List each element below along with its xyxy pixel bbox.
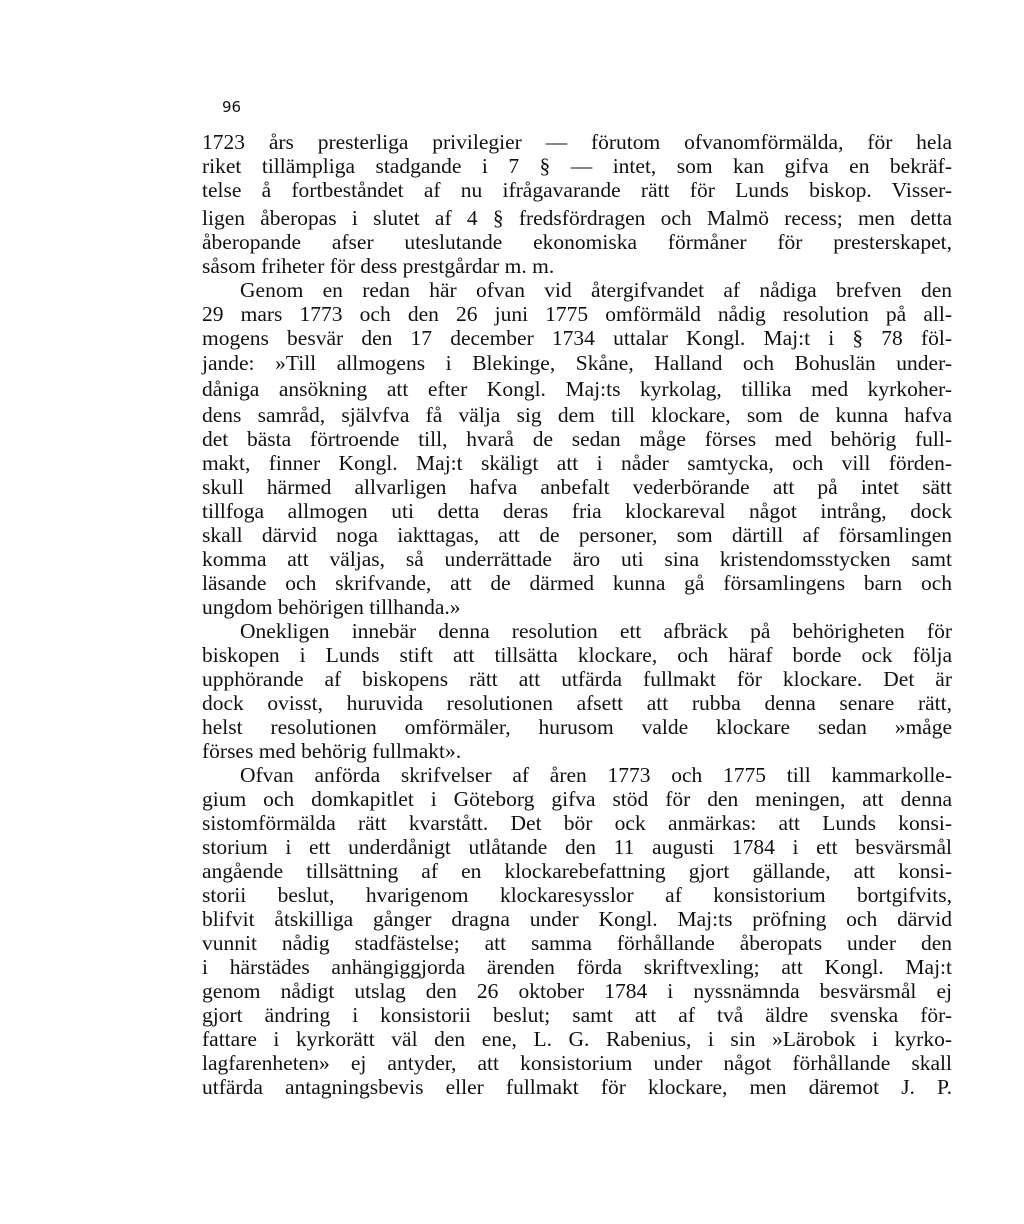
- text-line: jande: »Till allmogens i Blekinge, Skåne, Halland och Bohuslän under-: [202, 351, 952, 375]
- text-line: dock ovisst, huruvida resolutionen afsett att rubba denna senare rätt,: [202, 691, 952, 715]
- text-line: vunnit nådig stadfästelse; att samma förhållande åberopats under den: [202, 931, 952, 955]
- text-line: gjort ändring i konsistorii beslut; samt att af två äldre svenska för-: [202, 1003, 952, 1027]
- text-line: åberopande afser uteslutande ekonomiska förmåner för presterskapet,: [202, 230, 952, 254]
- text-line: upphörande af biskopens rätt att utfärda fullmakt för klockare. Det är: [202, 667, 952, 691]
- text-line: Onekligen innebär denna resolution ett afbräck på behörigheten för: [240, 619, 952, 643]
- text-line: helst resolutionen omförmäler, hurusom valde klockare sedan »måge: [202, 715, 952, 739]
- text-line: tillfoga allmogen uti detta deras fria klockareval något intrång, dock: [202, 499, 952, 523]
- text-line: såsom friheter för dess prestgårdar m. m.: [202, 254, 555, 278]
- text-line: ungdom behörigen tillhanda.»: [202, 595, 461, 619]
- text-line: skall därvid noga iakttagas, att de personer, som därtill af församlingen: [202, 523, 952, 547]
- text-line: blifvit åtskilliga gånger dragna under Kongl. Maj:ts pröfning och därvid: [202, 907, 952, 931]
- page-number: 96: [222, 98, 242, 116]
- text-line: telse å fortbeståndet af nu ifrågavarande rätt för Lunds biskop. Visser-: [202, 178, 952, 202]
- text-line: fattare i kyrkorätt väl den ene, L. G. Rabenius, i sin »Lärobok i kyrko-: [202, 1027, 952, 1051]
- text-line: ligen åberopas i slutet af 4 § fredsfördragen och Malmö recess; men detta: [202, 206, 952, 230]
- text-line: dens samråd, självfva få välja sig dem till klockare, som de kunna hafva: [202, 403, 952, 427]
- text-line: lagfarenheten» ej antyder, att konsistorium under något förhållande skall: [202, 1051, 952, 1075]
- text-line: läsande och skrifvande, att de därmed kunna gå församlingens barn och: [202, 571, 952, 595]
- text-line: Ofvan anförda skrifvelser af åren 1773 och 1775 till kammarkolle-: [240, 763, 952, 787]
- text-line: angående tillsättning af en klockarebefattning gjort gällande, att konsi-: [202, 859, 952, 883]
- text-line: komma att väljas, så underrättade äro uti sina kristendomsstycken samt: [202, 547, 952, 571]
- text-line: dåniga ansökning att efter Kongl. Maj:ts kyrkolag, tillika med kyrkoher-: [202, 377, 952, 401]
- text-line: genom nådigt utslag den 26 oktober 1784 i nyssnämnda besvärsmål ej: [202, 979, 952, 1003]
- text-line: storii beslut, hvarigenom klockaresysslor af konsistorium bortgifvits,: [202, 883, 952, 907]
- text-line: biskopen i Lunds stift att tillsätta klockare, och häraf borde ock följa: [202, 643, 952, 667]
- text-line: sistomförmälda rätt kvarstått. Det bör ock anmärkas: att Lunds konsi-: [202, 811, 952, 835]
- text-line: skull härmed allvarligen hafva anbefalt vederbörande att på intet sätt: [202, 475, 952, 499]
- text-line: 1723 års presterliga privilegier — förutom ofvanomförmälda, för hela: [202, 130, 952, 154]
- text-line: förses med behörig fullmakt».: [202, 739, 462, 763]
- text-line: Genom en redan här ofvan vid återgifvandet af nådiga brefven den: [240, 278, 952, 302]
- text-line: det bästa förtroende till, hvarå de sedan måge förses med behörig full-: [202, 427, 952, 451]
- text-line: gium och domkapitlet i Göteborg gifva stöd för den meningen, att denna: [202, 787, 952, 811]
- text-line: storium i ett underdånigt utlåtande den 11 augusti 1784 i ett besvärsmål: [202, 835, 952, 859]
- text-line: mogens besvär den 17 december 1734 uttalar Kongl. Maj:t i § 78 föl-: [202, 326, 952, 350]
- text-line: makt, finner Kongl. Maj:t skäligt att i nåder samtycka, och vill förden-: [202, 451, 952, 475]
- text-line: utfärda antagningsbevis eller fullmakt för klockare, men däremot J. P.: [202, 1075, 952, 1099]
- text-line: i härstädes anhängiggjorda ärenden förda skriftvexling; att Kongl. Maj:t: [202, 955, 952, 979]
- text-line: riket tillämpliga stadgande i 7 § — intet, som kan gifva en bekräf-: [202, 154, 952, 178]
- text-line: 29 mars 1773 och den 26 juni 1775 omförmäld nådig resolution på all-: [202, 302, 952, 326]
